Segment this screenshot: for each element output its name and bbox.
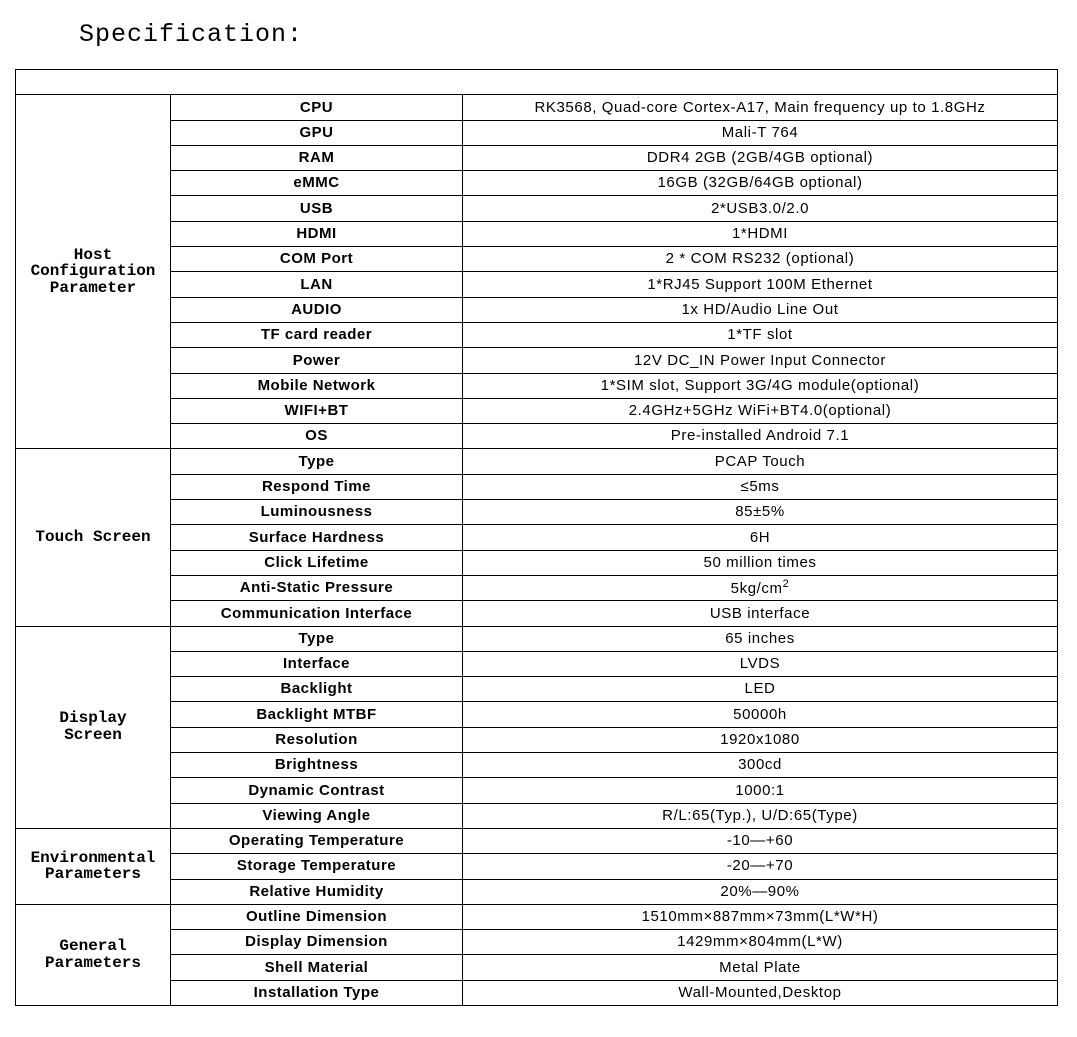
table-row bbox=[16, 854, 1058, 879]
spec-label: OS bbox=[171, 424, 463, 449]
table-row bbox=[16, 373, 1058, 398]
spec-label: CPU bbox=[171, 95, 463, 120]
table-row bbox=[16, 626, 1058, 651]
spec-label: Backlight bbox=[171, 677, 463, 702]
spec-value: 1*SIM slot, Support 3G/4G module(optional) bbox=[463, 373, 1058, 398]
table-row bbox=[16, 550, 1058, 575]
spec-label: Respond Time bbox=[171, 474, 463, 499]
spec-value: 1920x1080 bbox=[463, 727, 1058, 752]
spec-label: Communication Interface bbox=[171, 601, 463, 626]
spec-value: 300cd bbox=[463, 753, 1058, 778]
spec-label: Operating Temperature bbox=[171, 828, 463, 853]
spec-value: Metal Plate bbox=[463, 955, 1058, 980]
spec-label: Relative Humidity bbox=[171, 879, 463, 904]
spec-value: 12V DC_IN Power Input Connector bbox=[463, 348, 1058, 373]
spec-value: Wall-Mounted,Desktop bbox=[463, 980, 1058, 1005]
spec-value: 65 inches bbox=[463, 626, 1058, 651]
group-label-line: Touch Screen bbox=[35, 528, 151, 547]
table-row bbox=[16, 95, 1058, 120]
spec-label: Dynamic Contrast bbox=[171, 778, 463, 803]
table-row bbox=[16, 322, 1058, 347]
spec-value: 1x HD/Audio Line Out bbox=[463, 297, 1058, 322]
spec-value-text: 5kg/cm bbox=[730, 580, 783, 598]
spec-label: Type bbox=[171, 626, 463, 651]
table-row bbox=[16, 171, 1058, 196]
table-row bbox=[16, 702, 1058, 727]
table-row bbox=[16, 221, 1058, 246]
group-label-line: Host bbox=[73, 245, 113, 264]
spec-label: Outline Dimension bbox=[171, 904, 463, 929]
spec-value: DDR4 2GB (2GB/4GB optional) bbox=[463, 145, 1058, 170]
spec-value: USB interface bbox=[463, 601, 1058, 626]
table-row bbox=[16, 651, 1058, 676]
spec-value: 1*RJ45 Support 100M Ethernet bbox=[463, 272, 1058, 297]
table-row bbox=[16, 930, 1058, 955]
table-row bbox=[16, 575, 1058, 600]
spec-label: Backlight MTBF bbox=[171, 702, 463, 727]
spec-label: Power bbox=[171, 348, 463, 373]
spec-value: Mali-T 764 bbox=[463, 120, 1058, 145]
table-row bbox=[16, 272, 1058, 297]
spec-value: 1000:1 bbox=[463, 778, 1058, 803]
page-title: Specification: bbox=[79, 20, 304, 49]
table-row bbox=[16, 879, 1058, 904]
spec-label: AUDIO bbox=[171, 297, 463, 322]
table-row bbox=[16, 753, 1058, 778]
spec-label: Surface Hardness bbox=[171, 525, 463, 550]
table-row bbox=[16, 297, 1058, 322]
spec-label: Shell Material bbox=[171, 955, 463, 980]
table-row bbox=[16, 980, 1058, 1005]
spec-label: Anti-Static Pressure bbox=[171, 575, 463, 600]
group-label bbox=[16, 904, 171, 1005]
spec-value: 1510mm×887mm×73mm(L*W*H) bbox=[463, 904, 1058, 929]
spec-label: Click Lifetime bbox=[171, 550, 463, 575]
group-label-line: General bbox=[59, 937, 127, 956]
spec-label: Viewing Angle bbox=[171, 803, 463, 828]
table-row bbox=[16, 145, 1058, 170]
group-label bbox=[16, 828, 171, 904]
table-header-row bbox=[16, 70, 1058, 95]
spec-label: Display Dimension bbox=[171, 930, 463, 955]
table-row bbox=[16, 525, 1058, 550]
spec-value bbox=[463, 575, 1058, 600]
group-label-line: Environmental bbox=[30, 848, 156, 867]
spec-value: 1429mm×804mm(L*W) bbox=[463, 930, 1058, 955]
spec-label: USB bbox=[171, 196, 463, 221]
spec-label: Resolution bbox=[171, 727, 463, 752]
spec-label: COM Port bbox=[171, 247, 463, 272]
table-row bbox=[16, 348, 1058, 373]
group-label-line: Parameter bbox=[49, 279, 137, 298]
group-label bbox=[16, 626, 171, 828]
spec-value: 50000h bbox=[463, 702, 1058, 727]
spec-value: -10—+60 bbox=[463, 828, 1058, 853]
spec-value-superscript: 2 bbox=[782, 578, 790, 591]
spec-value: 20%—90% bbox=[463, 879, 1058, 904]
spec-value: LVDS bbox=[463, 651, 1058, 676]
spec-value: 2 * COM RS232 (optional) bbox=[463, 247, 1058, 272]
table-row bbox=[16, 677, 1058, 702]
group-label-line: Display bbox=[59, 709, 127, 728]
spec-value: 50 million times bbox=[463, 550, 1058, 575]
table-row bbox=[16, 601, 1058, 626]
spec-label: Mobile Network bbox=[171, 373, 463, 398]
spec-label: Installation Type bbox=[171, 980, 463, 1005]
spec-value: 2*USB3.0/2.0 bbox=[463, 196, 1058, 221]
table-row bbox=[16, 727, 1058, 752]
spec-value: -20—+70 bbox=[463, 854, 1058, 879]
spec-value: RK3568, Quad-core Cortex-A17, Main frequency up to 1.8GHz bbox=[463, 95, 1058, 120]
spec-value: ≤5ms bbox=[463, 474, 1058, 499]
spec-label: TF card reader bbox=[171, 322, 463, 347]
spec-label: GPU bbox=[171, 120, 463, 145]
spec-value: LED bbox=[463, 677, 1058, 702]
table-row bbox=[16, 828, 1058, 853]
spec-value: 2.4GHz+5GHz WiFi+BT4.0(optional) bbox=[463, 398, 1058, 423]
spec-label: LAN bbox=[171, 272, 463, 297]
table-row bbox=[16, 196, 1058, 221]
group-label-line: Configuration bbox=[30, 262, 156, 281]
group-label bbox=[16, 449, 171, 626]
spec-value: 6H bbox=[463, 525, 1058, 550]
spec-label: RAM bbox=[171, 145, 463, 170]
table-row bbox=[16, 247, 1058, 272]
spec-value: PCAP Touch bbox=[463, 449, 1058, 474]
table-row bbox=[16, 500, 1058, 525]
spec-label: Luminousness bbox=[171, 500, 463, 525]
spec-value: 85±5% bbox=[463, 500, 1058, 525]
table-header-cell bbox=[16, 70, 1058, 95]
group-label bbox=[16, 95, 171, 449]
spec-label: Type bbox=[171, 449, 463, 474]
spec-label: HDMI bbox=[171, 221, 463, 246]
spec-label: eMMC bbox=[171, 171, 463, 196]
spec-label: WIFI+BT bbox=[171, 398, 463, 423]
table-row bbox=[16, 803, 1058, 828]
spec-label: Storage Temperature bbox=[171, 854, 463, 879]
table-row bbox=[16, 474, 1058, 499]
table-row bbox=[16, 904, 1058, 929]
spec-label: Interface bbox=[171, 651, 463, 676]
table-row bbox=[16, 398, 1058, 423]
spec-value: Pre-installed Android 7.1 bbox=[463, 424, 1058, 449]
spec-value: 1*HDMI bbox=[463, 221, 1058, 246]
table-row bbox=[16, 449, 1058, 474]
table-row bbox=[16, 424, 1058, 449]
specification-table bbox=[15, 69, 1058, 1006]
table-row bbox=[16, 120, 1058, 145]
table-row bbox=[16, 778, 1058, 803]
group-label-line: Screen bbox=[64, 726, 122, 745]
table-row bbox=[16, 955, 1058, 980]
group-label-line: Parameters bbox=[44, 865, 141, 884]
spec-label: Brightness bbox=[171, 753, 463, 778]
spec-value: R/L:65(Typ.), U/D:65(Type) bbox=[463, 803, 1058, 828]
spec-value: 16GB (32GB/64GB optional) bbox=[463, 171, 1058, 196]
spec-value: 1*TF slot bbox=[463, 322, 1058, 347]
group-label-line: Parameters bbox=[44, 953, 141, 972]
